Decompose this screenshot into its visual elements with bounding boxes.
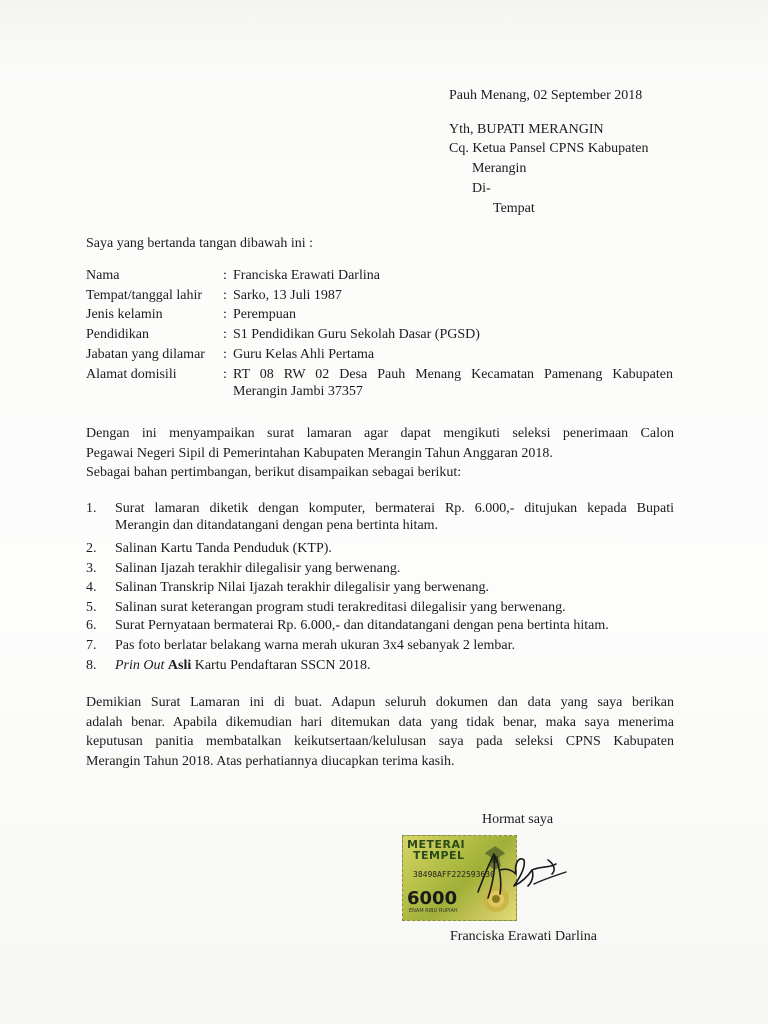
- list-item: [115, 501, 674, 534]
- closing-greeting: Hormat saya: [482, 812, 554, 827]
- list-number: 6.: [86, 618, 97, 633]
- paragraph-line: Pegawai Negeri Sipil di Pemerintahan Kabupaten Merangin Tahun Anggaran 2018.: [86, 445, 553, 461]
- list-item-line: Merangin dan ditandatangani dengan pena bertinta hitam.: [115, 518, 439, 533]
- recipient-line: Tempat: [493, 201, 535, 216]
- intro-text: Saya yang bertanda tangan dibawah ini :: [86, 236, 314, 251]
- purpose-paragraph: [86, 424, 674, 483]
- handwritten-signature: [470, 840, 575, 910]
- paragraph-line: Dengan ini menyampaikan surat lamaran agar dapat mengikuti seleksi penerimaan Calon: [86, 426, 674, 441]
- address-value: [233, 367, 673, 400]
- list-item: Salinan Ijazah terakhir dilegalisir yang berwenang.: [115, 561, 401, 576]
- address-line: RT 08 RW 02 Desa Pauh Menang Kecamatan Pamenang Kabupaten: [233, 367, 673, 382]
- paragraph-line: Merangin Tahun 2018. Atas perhatiannya diucapkan terima kasih.: [86, 753, 455, 769]
- list-item: [115, 658, 371, 674]
- signer-name: Franciska Erawati Darlina: [450, 929, 597, 944]
- position-value: Guru Kelas Ahli Pertama: [233, 347, 375, 362]
- gender-value: Perempuan: [233, 307, 296, 322]
- list-number: 8.: [86, 658, 97, 673]
- stamp-denomination: 6000: [407, 888, 458, 909]
- paragraph-line: keputusan panitia membatalkan keikutsertaan/kelulusan saya pada seleksi CPNS Kabupaten: [86, 734, 674, 749]
- list-item-italic: Prin Out: [115, 658, 165, 673]
- list-number: 4.: [86, 580, 97, 595]
- list-item: Salinan surat keterangan program studi terakreditasi dilegalisir yang berwenang.: [115, 600, 566, 615]
- list-item: Surat Pernyataan bermaterai Rp. 6.000,- dan ditandatangani dengan pena bertinta hitam.: [115, 618, 609, 633]
- list-item-line: Surat lamaran diketik dengan komputer, bermaterai Rp. 6.000,- ditujukan kepada Bupati: [115, 501, 674, 516]
- education-label: Pendidikan: [86, 327, 149, 342]
- recipient-line: Cq. Ketua Pansel CPNS Kabupaten: [449, 141, 649, 156]
- birth-label: Tempat/tanggal lahir: [86, 288, 203, 303]
- paragraph-line: Sebagai bahan pertimbangan, berikut disampaikan sebagai berikut:: [86, 465, 462, 480]
- recipient-line: Di-: [472, 181, 491, 196]
- place-date: Pauh Menang, 02 September 2018: [449, 88, 643, 103]
- address-line: Merangin Jambi 37357: [233, 384, 363, 399]
- list-number: 2.: [86, 541, 97, 556]
- recipient-line: Merangin: [472, 161, 527, 176]
- name-value: Franciska Erawati Darlina: [233, 268, 380, 283]
- recipient-line: Yth, BUPATI MERANGIN: [449, 122, 604, 137]
- birth-value: Sarko, 13 Juli 1987: [233, 288, 342, 303]
- stamp-word: METERAI: [407, 838, 466, 851]
- closing-paragraph: [86, 693, 674, 771]
- name-label: Nama: [86, 268, 120, 283]
- list-number: 5.: [86, 600, 97, 615]
- colon: :: [223, 288, 227, 303]
- position-label: Jabatan yang dilamar: [86, 347, 205, 362]
- list-number: 1.: [86, 501, 97, 516]
- list-item: Pas foto berlatar belakang warna merah ukuran 3x4 sebanyak 2 lembar.: [115, 638, 516, 653]
- stamp-word: TEMPEL: [413, 849, 465, 862]
- list-item: Salinan Transkrip Nilai Ijazah terakhir dilegalisir yang berwenang.: [115, 580, 490, 595]
- list-number: 3.: [86, 561, 97, 576]
- colon: :: [223, 268, 227, 283]
- paragraph-line: Demikian Surat Lamaran ini di buat. Adapun seluruh dokumen dan data yang saya berikan: [86, 695, 674, 710]
- colon: :: [223, 327, 227, 342]
- colon: :: [223, 307, 227, 322]
- list-item: Salinan Kartu Tanda Penduduk (KTP).: [115, 541, 332, 556]
- stamp-subtext: ENAM RIBU RUPIAH: [409, 908, 458, 914]
- list-item-text: Kartu Pendaftaran SSCN 2018.: [194, 658, 371, 673]
- list-number: 7.: [86, 638, 97, 653]
- colon: :: [223, 347, 227, 362]
- colon: :: [223, 367, 227, 382]
- education-value: S1 Pendidikan Guru Sekolah Dasar (PGSD): [233, 327, 480, 342]
- address-label: Alamat domisili: [86, 367, 177, 382]
- gender-label: Jenis kelamin: [86, 307, 163, 322]
- stamp-serial: 38498AFF222593630: [413, 870, 495, 879]
- list-item-bold: Asli: [167, 658, 192, 673]
- paragraph-line: adalah benar. Apabila dikemudian hari ditemukan data yang tidak benar, maka saya menerima: [86, 714, 674, 730]
